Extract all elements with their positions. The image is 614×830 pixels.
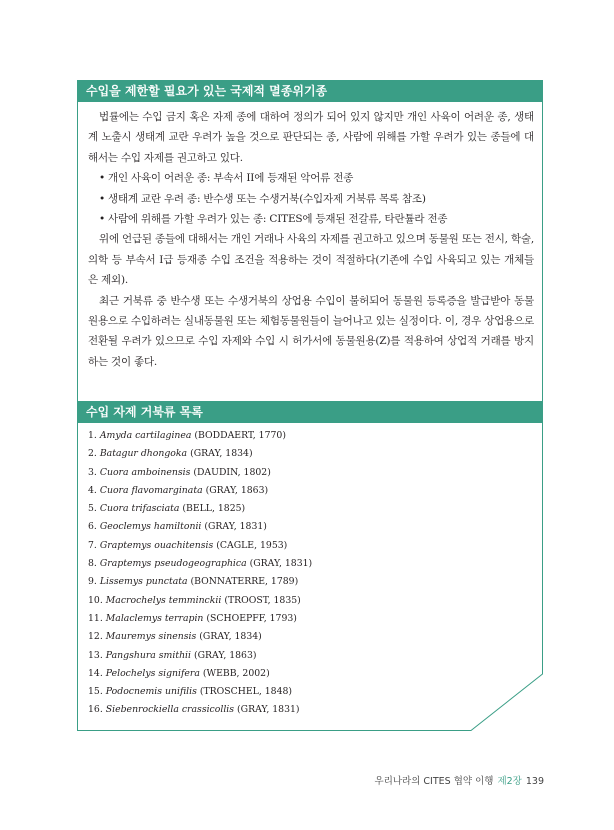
species-scientific-name: Mauremys sinensis (105, 631, 197, 643)
paragraph-recent-trend: 최근 거북류 중 반수생 또는 수생거북의 상업용 수입이 불허되어 동물원 등록증을 발급받아 동물원용으로 수입하려는 실내동물원 또는 체험동물원들이 늘어나고 있는 실정이다. 이, 경우 상업용으로 전환될 우려가 있으므로 수입 자제와 수입 시 허가서에 동물원용(Z)를 적용하여 상업적 거래를 방지하는 것이 좋다. (88, 294, 534, 368)
species-item (88, 500, 528, 518)
species-author: (BELL, 1825) (182, 503, 246, 515)
species-scientific-name: Pangshura smithii (105, 649, 192, 661)
bullet-icon: • (99, 213, 105, 226)
species-author: (DAUDIN, 1802) (193, 466, 271, 478)
species-author: (BONNATERRE, 1789) (190, 576, 299, 588)
species-number: 16. (88, 704, 103, 716)
bullet-item (99, 168, 534, 188)
species-author: (WEBB, 2002) (202, 667, 270, 679)
species-author: (GRAY, 1834) (199, 631, 262, 643)
species-number: 2. (88, 448, 97, 460)
species-item (88, 592, 528, 610)
species-scientific-name: Graptemys pseudogeographica (99, 558, 247, 570)
species-item (88, 445, 528, 463)
species-author: (GRAY, 1863) (193, 649, 257, 661)
species-number: 11. (88, 612, 103, 624)
species-number: 8. (88, 558, 97, 570)
bullet-item (99, 189, 534, 209)
species-number: 12. (88, 631, 103, 643)
species-number: 14. (88, 667, 103, 679)
species-scientific-name: Cuora amboinensis (99, 466, 191, 478)
species-item (88, 701, 528, 719)
species-number: 3. (88, 466, 97, 478)
species-item (88, 427, 528, 445)
bullet-text: 사람에 위해를 가할 우려가 있는 종: CITES에 등재된 전갈류, 타란튤라 전종 (108, 213, 448, 226)
species-number: 6. (88, 521, 97, 533)
section-heading-turtle-list: 수입 자제 거북류 목록 (77, 401, 543, 423)
species-item (88, 482, 528, 500)
species-author: (CAGLE, 1953) (216, 539, 288, 551)
bullet-icon: • (99, 172, 105, 185)
species-number: 9. (88, 576, 97, 588)
content-panel (77, 80, 543, 731)
section-heading-restricted-species: 수입을 제한할 필요가 있는 국제적 멸종위기종 (77, 80, 543, 102)
species-scientific-name: Malaclemys terrapin (105, 612, 204, 624)
bullet-text: 개인 사육이 어려운 종: 부속서 II에 등재된 악어류 전종 (108, 172, 354, 185)
species-scientific-name: Cuora flavomarginata (99, 484, 203, 496)
species-item (88, 573, 528, 591)
species-scientific-name: Geoclemys hamiltonii (99, 521, 202, 533)
species-author: (GRAY, 1831) (204, 521, 267, 533)
page-footer (375, 773, 544, 787)
species-scientific-name: Batagur dhongoka (99, 448, 188, 460)
species-scientific-name: Macrochelys temminckii (105, 594, 222, 606)
species-number: 15. (88, 686, 103, 698)
species-scientific-name: Amyda cartilaginea (99, 430, 192, 441)
paragraph-intro: 법률에는 수입 금지 혹은 자제 종에 대하여 정의가 되어 있지 않지만 개인 사육이 어려운 종, 생태계 노출시 생태계 교란 우려가 높을 것으로 판단되는 종, 사람에 위해를 가할 우려가 있는 종들에 대해서는 수입 자제를 권고하고 있다. (88, 111, 534, 164)
species-item (88, 518, 528, 536)
species-item (88, 464, 528, 482)
species-list (88, 427, 528, 720)
species-item (88, 647, 528, 665)
species-number: 7. (88, 539, 97, 551)
paragraph-recommendation: 위에 언급된 종들에 대해서는 개인 거래나 사육의 자제를 권고하고 있으며 동물원 또는 전시, 학술, 의학 등 부속서 I급 등재종 수입 조건을 적용하는 것이 적절하다(기존에 수입 사육되고 있는 개체들은 제외). (88, 233, 534, 287)
bullet-text: 생태계 교란 우려 종: 반수생 또는 수생거북(수입자제 거북류 목록 참조) (108, 192, 426, 205)
species-number: 1. (88, 430, 97, 441)
species-item (88, 537, 528, 555)
species-item (88, 610, 528, 628)
species-author: (SCHOEPFF, 1793) (206, 612, 297, 624)
species-scientific-name: Pelochelys signifera (105, 667, 200, 679)
species-number: 13. (88, 649, 103, 661)
species-scientific-name: Cuora trifasciata (99, 503, 180, 515)
species-item (88, 628, 528, 646)
species-author: (TROOST, 1835) (224, 594, 301, 606)
species-author: (GRAY, 1834) (190, 448, 253, 460)
species-number: 10. (88, 594, 103, 606)
species-scientific-name: Graptemys ouachitensis (99, 539, 214, 551)
species-scientific-name: Siebenrockiella crassicollis (105, 704, 235, 716)
species-author: (GRAY, 1831) (237, 704, 300, 716)
species-scientific-name: Podocnemis unifilis (105, 686, 197, 698)
bullet-icon: • (99, 192, 105, 205)
bullet-list (88, 168, 534, 229)
species-item (88, 683, 528, 701)
species-author: (BODDAERT, 1770) (194, 430, 286, 441)
species-author: (TROSCHEL, 1848) (199, 686, 293, 698)
species-item (88, 665, 528, 683)
species-number: 5. (88, 503, 97, 515)
page-number: 139 (525, 776, 544, 787)
species-number: 4. (88, 484, 97, 496)
species-item (88, 555, 528, 573)
section-body (88, 107, 534, 372)
species-scientific-name: Lissemys punctata (99, 576, 188, 588)
bullet-item (99, 209, 534, 229)
species-author: (GRAY, 1831) (249, 558, 313, 570)
running-title: 우리나라의 CITES 협약 이행 (374, 776, 494, 787)
species-author: (GRAY, 1863) (205, 484, 269, 496)
chapter-label: 제2장 (497, 776, 522, 787)
